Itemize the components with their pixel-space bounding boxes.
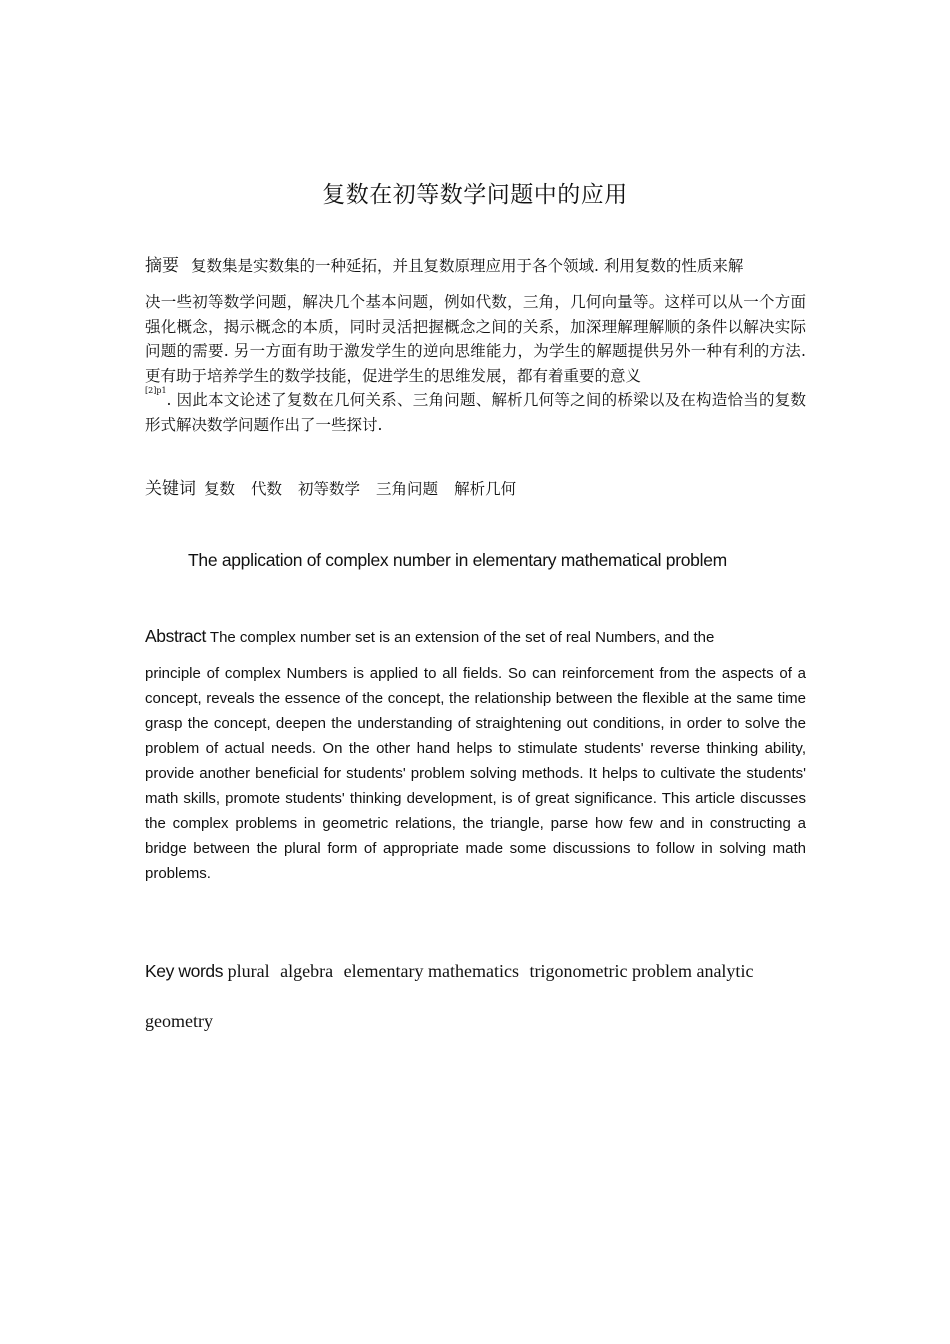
english-abstract-first-line bbox=[145, 624, 806, 650]
chinese-keyword: 三角问题 bbox=[376, 480, 439, 498]
english-keywords bbox=[145, 946, 806, 1046]
chinese-abstract bbox=[145, 254, 806, 437]
english-keyword: algebra bbox=[280, 961, 334, 981]
chinese-keywords-label: 关键词 bbox=[145, 479, 196, 499]
english-abstract-line1: The complex number set is an extension of the set of real Numbers, and the bbox=[209, 629, 715, 646]
chinese-abstract-line1: 复数集是实数集的一种延拓，并且复数原理应用于各个领域. 利用复数的性质来解 bbox=[191, 257, 744, 275]
citation-marker: [2]p1 bbox=[145, 386, 167, 395]
english-keywords-label: Key words bbox=[145, 961, 224, 981]
chinese-keyword: 解析几何 bbox=[454, 480, 517, 498]
english-keyword: trigonometric problem analytic geometry bbox=[145, 961, 754, 1031]
chinese-title: 复数在初等数学问题中的应用 bbox=[322, 182, 628, 208]
english-keyword: plural bbox=[227, 961, 270, 981]
chinese-abstract-first-line bbox=[145, 254, 806, 278]
english-abstract-body: principle of complex Numbers is applied to all fields. So can reinforcement from the aspects of a concept, reveals the essence of the concept, the relationship between the flexible at the same time grasp the concept, deepen the understanding of straightening out conditions, in order to solve the problem of actual needs. On the other hand helps to stimulate students' reverse thinking ability, provide another beneficial for students' problem solving methods. It helps to cultivate the students' math skills, promote students' thinking development, is of great significance. This article discusses the complex problems in geometric relations, the triangle, parse how few and in constructing a bridge between the plural form of appropriate made some discussions to follow in solving math problems. bbox=[145, 665, 806, 882]
english-keyword: elementary mathematics bbox=[343, 961, 519, 981]
chinese-keyword: 代数 bbox=[251, 480, 283, 498]
chinese-abstract-label: 摘要 bbox=[145, 256, 179, 276]
english-abstract bbox=[145, 624, 806, 886]
chinese-abstract-body-b: . 因此本文论述了复数在几何关系、三角问题、解析几何等之间的桥梁以及在构造恰当的复数形式解决数学问题作出了一些探讨. bbox=[145, 391, 806, 434]
chinese-abstract-body-a: 决一些初等数学问题，解决几个基本问题，例如代数，三角，几何向量等。这样可以从一个方面强化概念，揭示概念的本质，同时灵活把握概念之间的关系，加深理解理解顺的条件以解决实际问题的需要. 另一方面有助于激发学生的逆向思维能力，为学生的解题提供另外一种有利的方法. 更有助于培养学生的数学技能，促进学生的思维发展，都有着重要的意义 bbox=[145, 293, 806, 385]
chinese-keywords bbox=[145, 477, 806, 501]
english-abstract-label: Abstract bbox=[145, 626, 206, 646]
chinese-keyword: 复数 bbox=[204, 480, 236, 498]
english-title: The application of complex number in elementary mathematical problem bbox=[188, 550, 727, 570]
chinese-keyword: 初等数学 bbox=[298, 480, 361, 498]
